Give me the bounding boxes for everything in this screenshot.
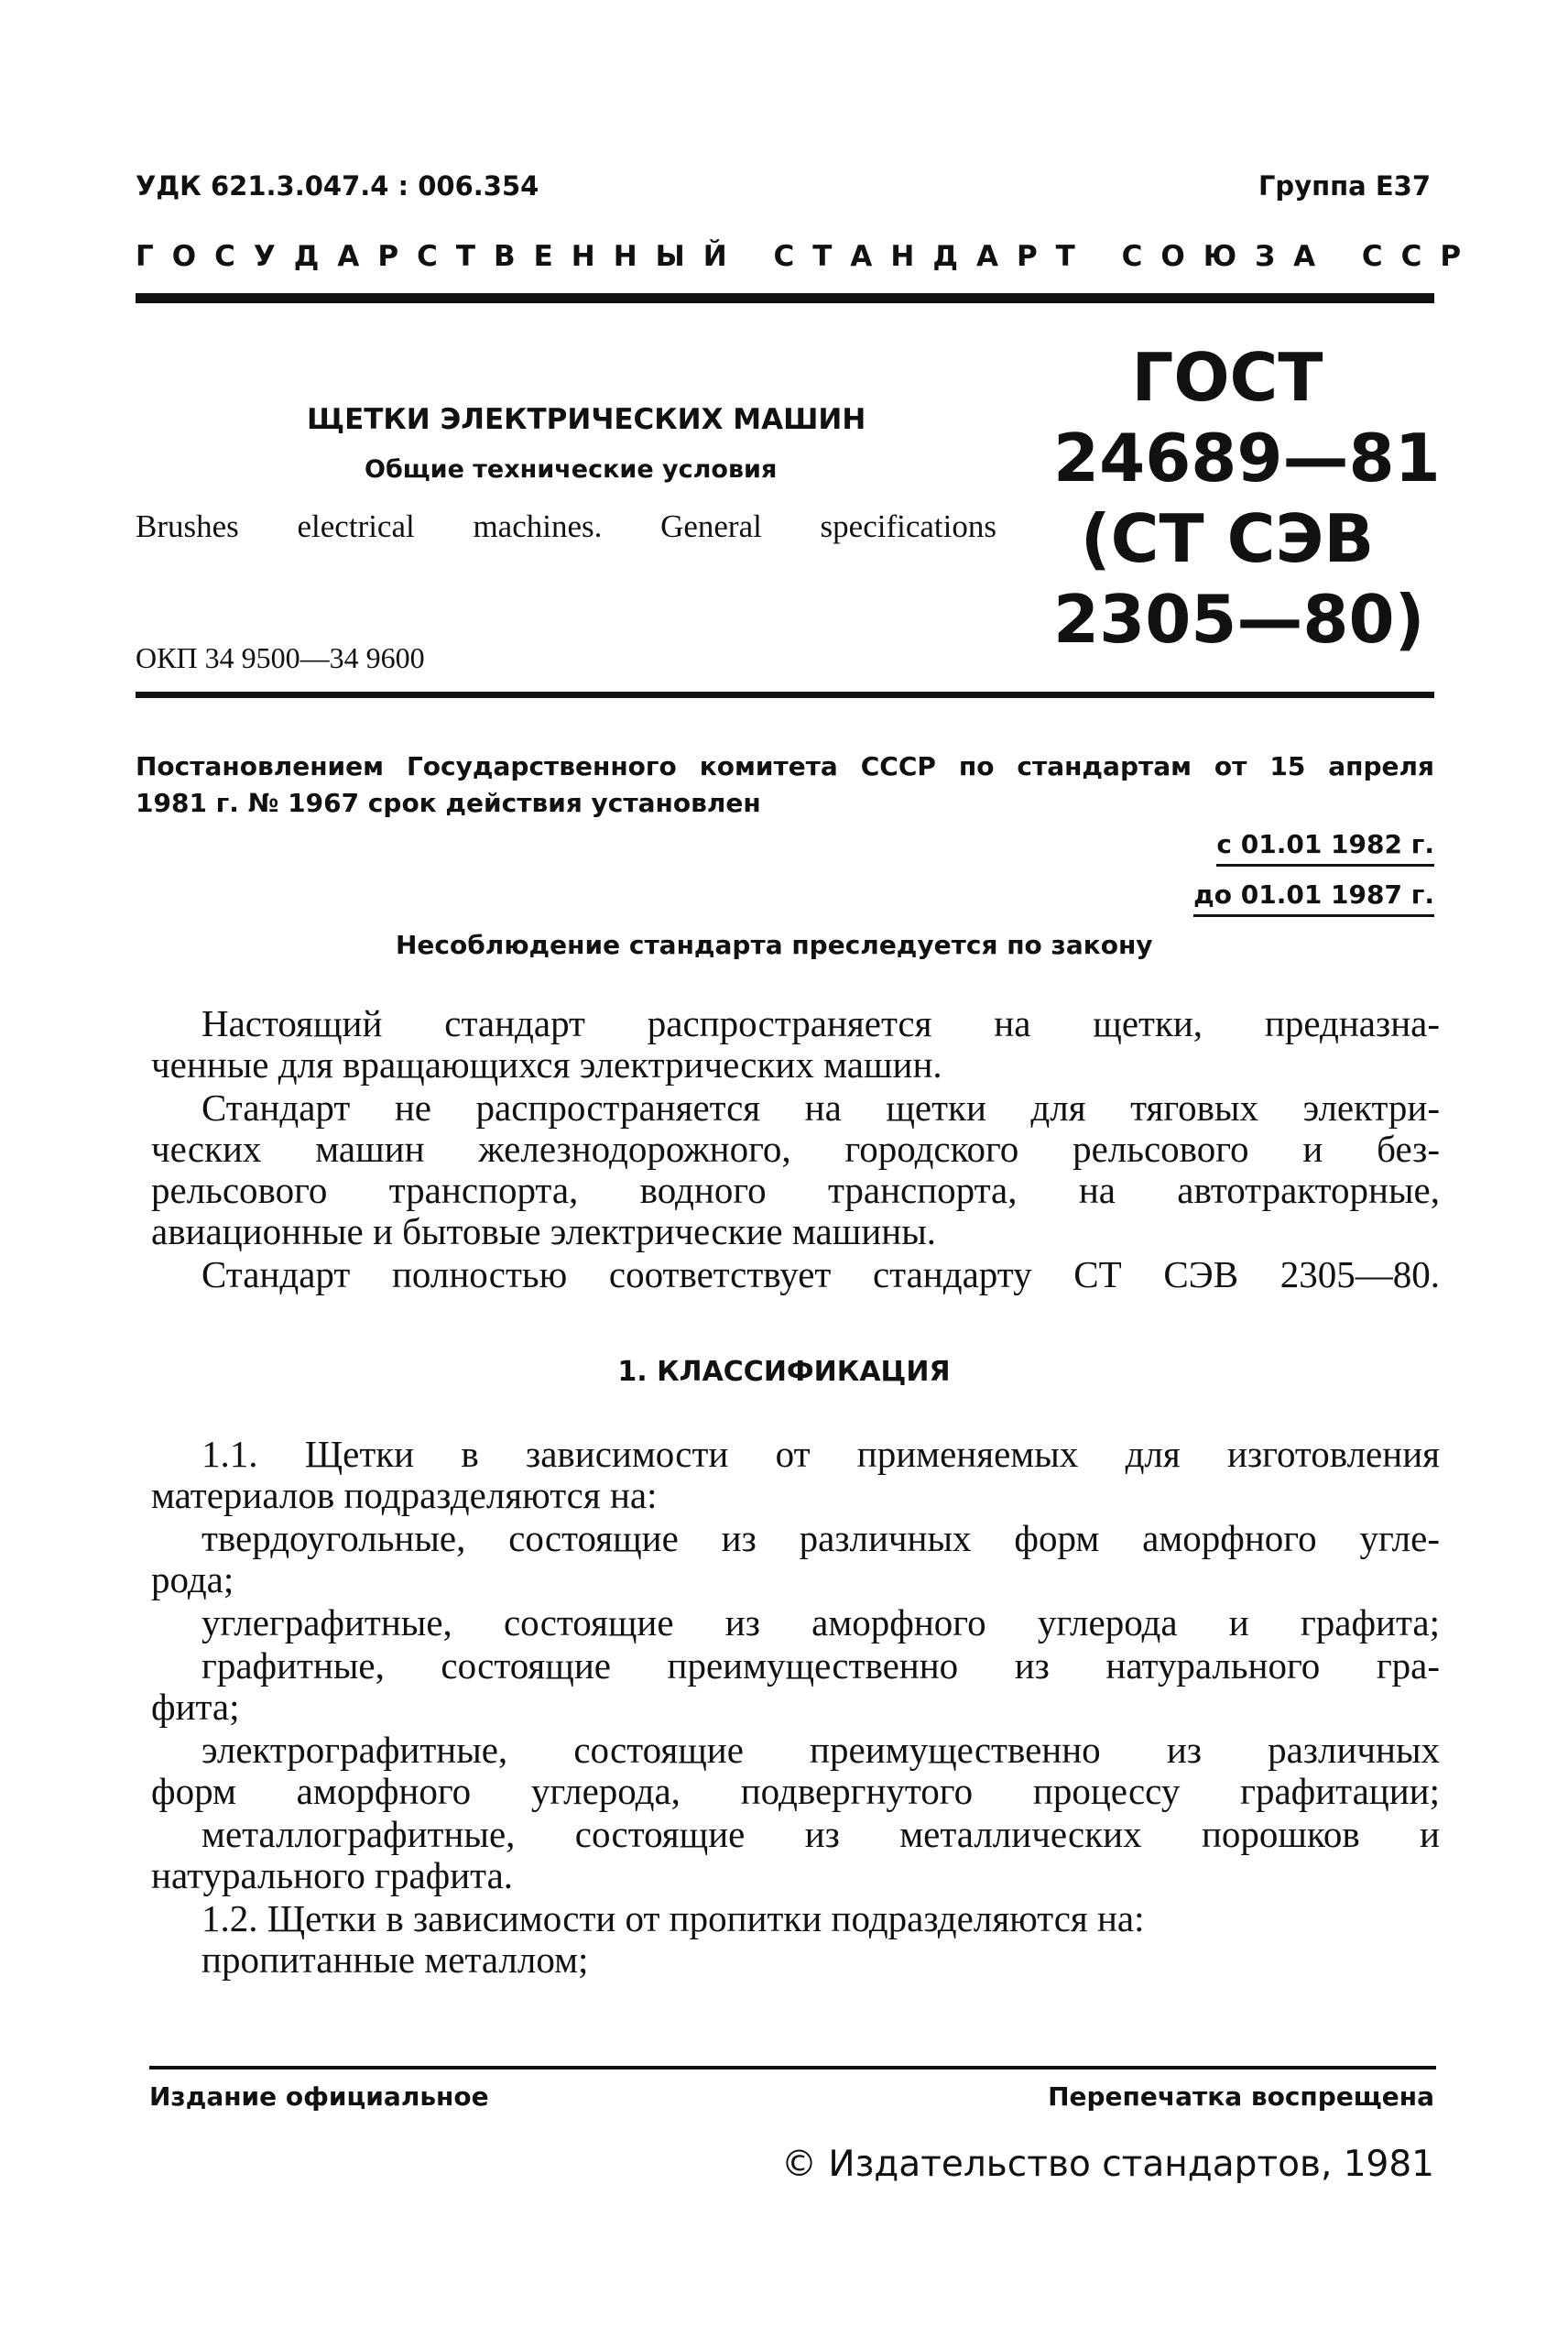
decree-line-2: 1981 г. № 1967 срок действия установлен (136, 788, 761, 818)
document-title-en: Brushes electrical machines. General specifications (136, 508, 996, 544)
section-heading: 1. КЛАССИФИКАЦИЯ (617, 1356, 951, 1388)
gost-number-block (1053, 337, 1441, 660)
intro-line: Стандарт полностью соответствует стандарту СТ СЭВ 2305—80. (201, 1253, 1440, 1295)
section-line: твердоугольные, состоящие из различных форм аморфного угле- (201, 1517, 1440, 1559)
section-line: натурального графита. (151, 1854, 514, 1896)
section-line: графитные, состоящие преимущественно из натурального гра- (201, 1644, 1440, 1687)
section-line: материалов подразделяются на: (151, 1474, 658, 1516)
reprint-prohibited: Перепечатка воспрещена (1048, 2081, 1434, 2112)
legal-notice: Несоблюдение стандарта преследуется по закону (396, 930, 1153, 960)
section-line: 1.1. Щетки в зависимости от применяемых для изготовления (201, 1433, 1440, 1475)
document-title-ru: ЩЕТКИ ЭЛЕКТРИЧЕСКИХ МАШИН (307, 403, 866, 436)
section-line: 1.2. Щетки в зависимости от пропитки подразделяются на: (201, 1897, 1145, 1939)
official-edition: Издание официальное (149, 2081, 489, 2112)
udk-code: УДК 621.3.047.4 : 006.354 (136, 170, 539, 202)
st-sev-number: 2305—80) (1053, 581, 1425, 658)
section-line: рода; (151, 1558, 234, 1600)
validity-to: до 01.01 1987 г. (1193, 879, 1434, 917)
section-line: пропитанные металлом; (201, 1938, 589, 1981)
footer-rule (149, 2066, 1436, 2069)
gost-number: 24689—81 (1053, 420, 1441, 497)
intro-line: рельсового транспорта, водного транспорта, на автотракторные, (151, 1169, 1440, 1211)
validity-from: с 01.01 1982 г. (1216, 829, 1434, 867)
intro-line: Настоящий стандарт распространяется на щетки, предназна- (201, 1002, 1440, 1044)
intro-line: ченные для вращающихся электрических машин. (151, 1043, 942, 1086)
title-block-rule (136, 692, 1434, 698)
document-subtitle-ru: Общие технические условия (365, 455, 778, 484)
section-line: углеграфитные, состоящие из аморфного углерода и графита; (201, 1601, 1440, 1643)
st-sev-label: (СТ СЭВ (1080, 500, 1375, 577)
header-thick-rule (136, 293, 1434, 303)
gost-label: ГОСТ (1131, 339, 1323, 416)
section-line: форм аморфного углерода, подвергнутого процессу графитации; (151, 1770, 1440, 1812)
intro-line: ческих машин железнодорожного, городского рельсового и без- (151, 1128, 1440, 1170)
section-line: металлографитные, состоящие из металлических порошков и (201, 1813, 1440, 1855)
section-line: электрографитные, состоящие преимущественно из различных (201, 1729, 1440, 1771)
publisher-copyright: © Издательство стандартов, 1981 (781, 2144, 1434, 2185)
group-code: Группа Е37 (1258, 170, 1431, 202)
okp-code: ОКП 34 9500—34 9600 (136, 641, 425, 674)
intro-line: Стандарт не распространяется на щетки для тяговых электри- (201, 1087, 1440, 1129)
intro-line: авиационные и бытовые электрические машины. (151, 1210, 936, 1252)
state-standard-banner: ГОСУДАРСТВЕННЫЙ СТАНДАРТ СОЮЗА ССР (136, 240, 1480, 273)
decree-line-1: Постановлением Государственного комитета СССР по стандартам от 15 апреля (136, 751, 1434, 781)
section-line: фита; (151, 1686, 240, 1728)
